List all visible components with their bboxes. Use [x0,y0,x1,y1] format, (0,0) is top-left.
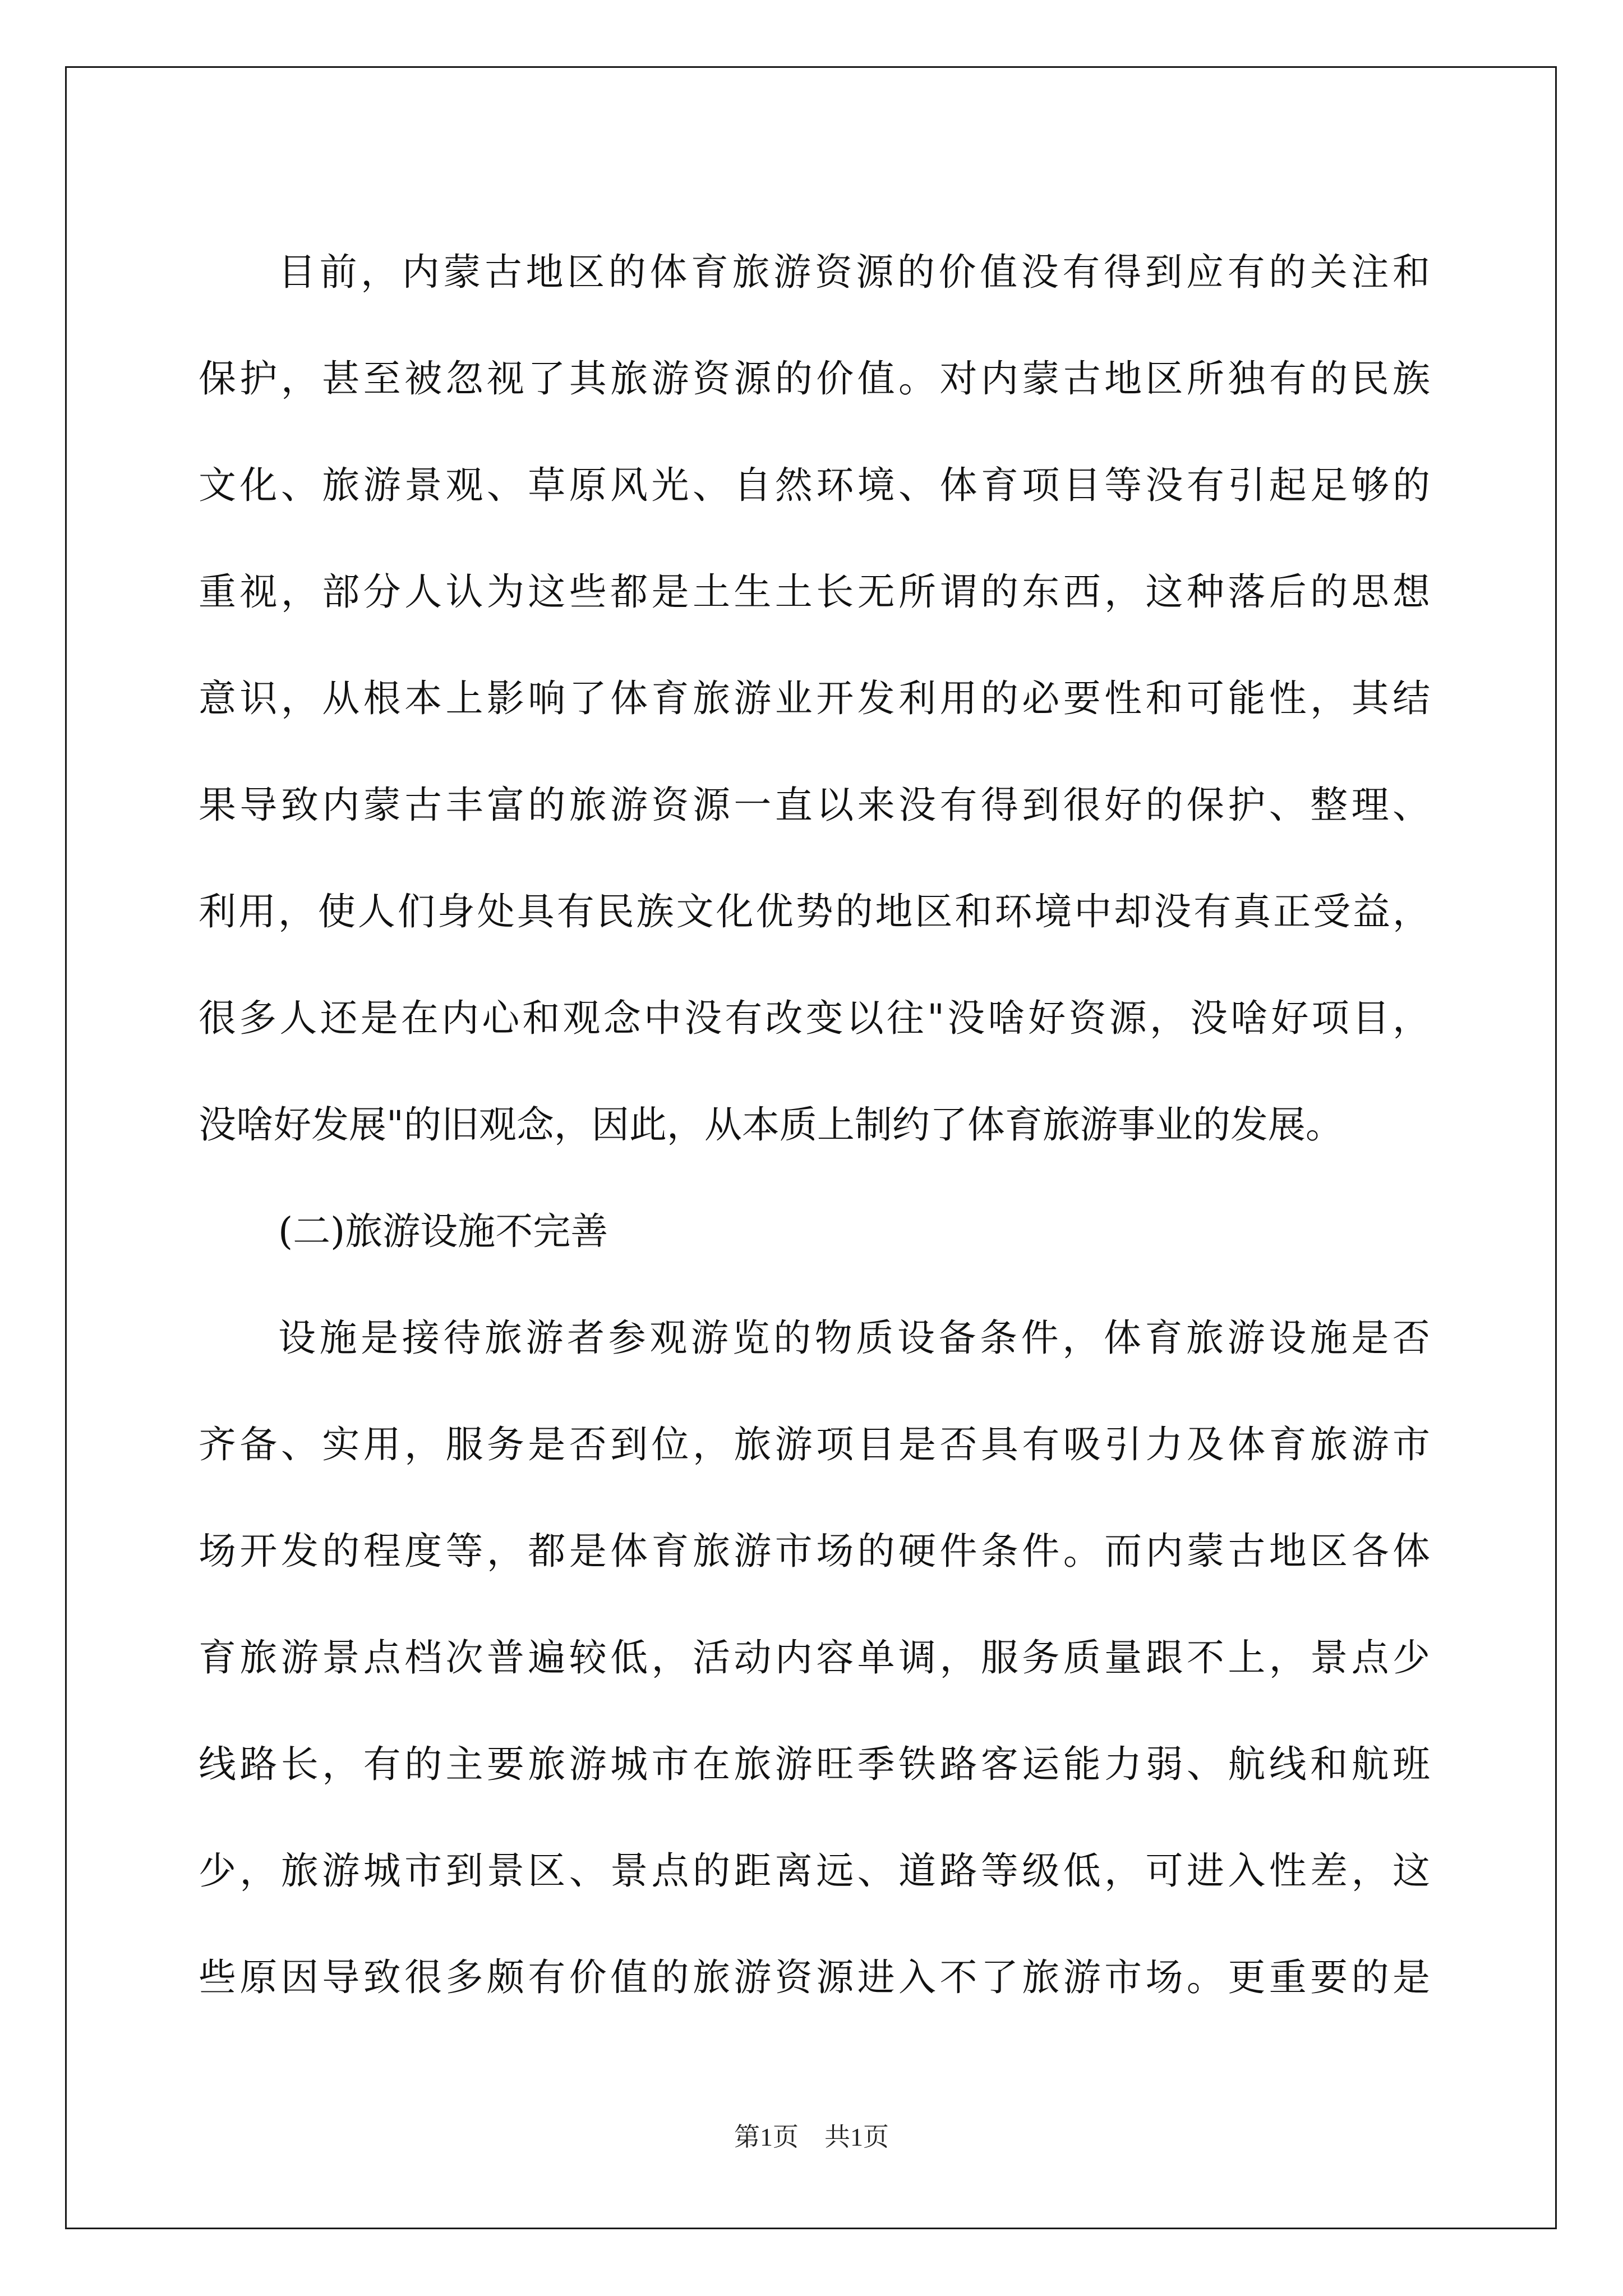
paragraph-line: 育旅游景点档次普遍较低，活动内容单调，服务质量跟不上，景点少 [199,1636,1430,1680]
paragraph-line: 利用，使人们身处具有民族文化优势的地区和环境中却没有真正受益， [199,890,1430,933]
paragraph-line: 目前，内蒙古地区的体育旅游资源的价值没有得到应有的关注和 [278,250,1430,294]
section-heading: (二)旅游设施不完善 [278,1209,608,1253]
paragraph-line: 很多人还是在内心和观念中没有改变以往"没啥好资源，没啥好项目， [199,996,1430,1040]
paragraph-line: 少，旅游城市到景区、景点的距离远、道路等级低，可进入性差，这 [199,1849,1430,1893]
paragraph-line: 齐备、实用，服务是否到位，旅游项目是否具有吸引力及体育旅游市 [199,1423,1430,1466]
document-body [199,219,1430,2031]
paragraph-line: 重视，部分人认为这些都是土生土长无所谓的东西，这种落后的思想 [199,570,1430,614]
paragraph-line: 场开发的程度等，都是体育旅游市场的硬件条件。而内蒙古地区各体 [199,1529,1430,1573]
paragraph-line: 意识，从根本上影响了体育旅游业开发利用的必要性和可能性，其结 [199,677,1430,720]
paragraph-line: 些原因导致很多颇有价值的旅游资源进入不了旅游市场。更重要的是 [199,1955,1430,1999]
paragraph-line: 线路长，有的主要旅游城市在旅游旺季铁路客运能力弱、航线和航班 [199,1742,1430,1786]
paragraph-line: 设施是接待旅游者参观游览的物质设备条件，体育旅游设施是否 [278,1316,1430,1360]
paragraph-line: 保护，甚至被忽视了其旅游资源的价值。对内蒙古地区所独有的民族 [199,357,1430,401]
page-footer: 第1页 共1页 [734,2123,889,2151]
paragraph-line: 没啥好发展"的旧观念，因此，从本质上制约了体育旅游事业的发展。 [199,1103,1343,1147]
paragraph-line: 果导致内蒙古丰富的旅游资源一直以来没有得到很好的保护、整理、 [199,783,1430,827]
paragraph-line: 文化、旅游景观、草原风光、自然环境、体育项目等没有引起足够的 [199,463,1430,507]
